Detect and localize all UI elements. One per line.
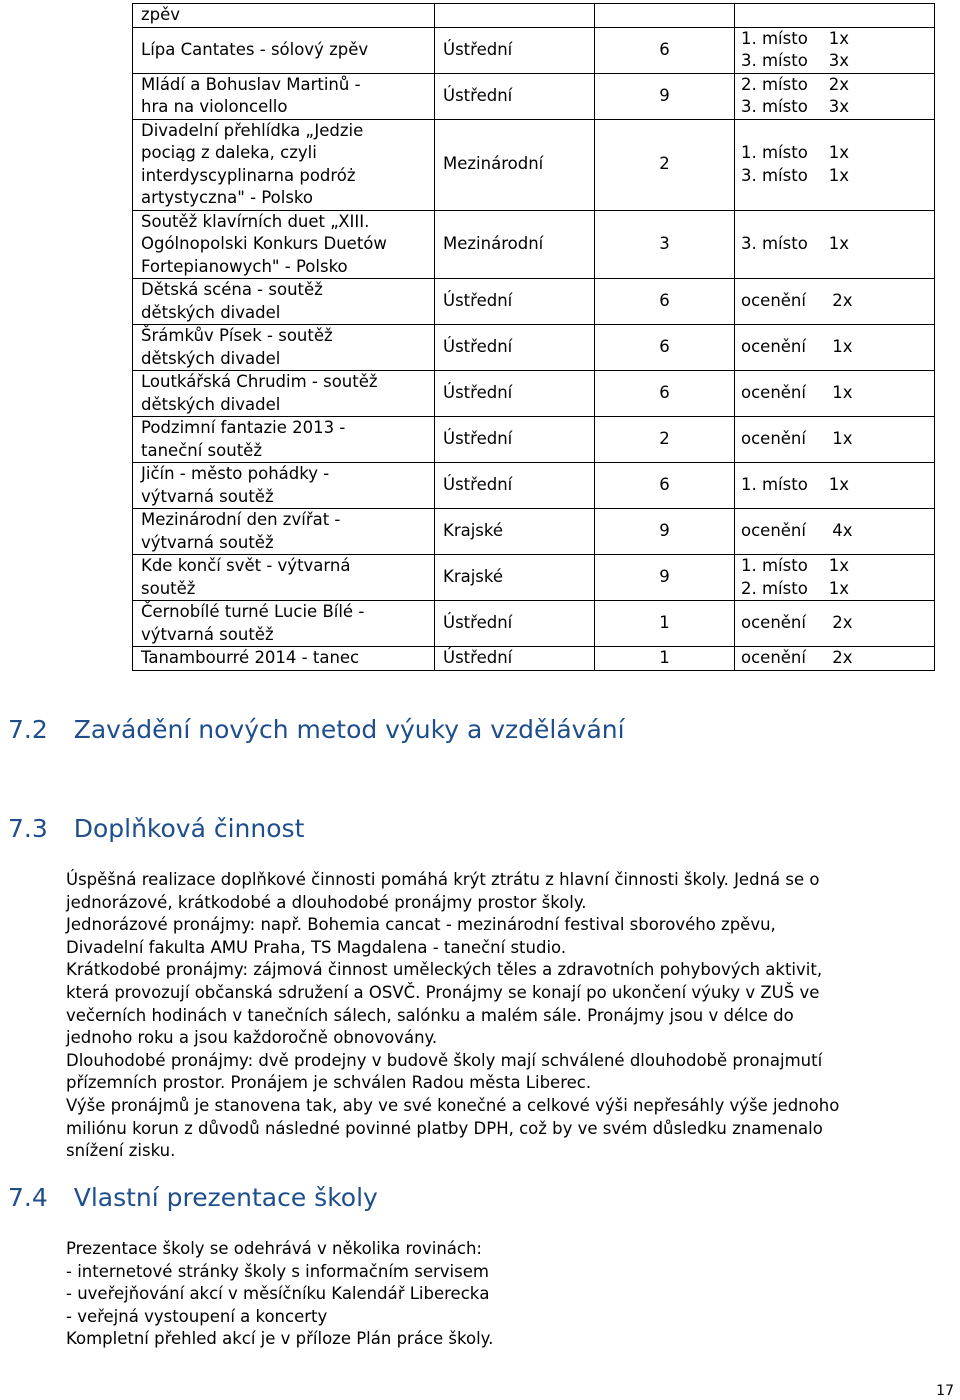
page-number: 17 (936, 1383, 954, 1399)
paragraph-line: - veřejná vystoupení a koncerty (66, 1306, 328, 1326)
competition-name-line: pociąg z daleka, czyli (141, 143, 317, 162)
competition-name-line: Ogólnopolski Konkurs Duetów (141, 234, 387, 253)
level-cell: Krajské (435, 555, 595, 601)
table-row (133, 601, 935, 647)
table-row (133, 647, 935, 671)
level-cell: Ústřední (435, 601, 595, 647)
paragraph-line: večerních hodinách v tanečních sálech, salónku a malém sále. Pronájmy jsou v délce do (66, 1005, 794, 1025)
section-7-3-body (66, 869, 946, 1163)
participants-count-cell: 3 (595, 210, 735, 279)
paragraph-line: Kompletní přehled akcí je v příloze Plán práce školy. (66, 1329, 494, 1349)
competition-name-line: Šrámkův Písek - soutěž (141, 326, 333, 345)
participants-count-cell: 1 (595, 601, 735, 647)
competition-name-line: dětských divadel (141, 348, 281, 368)
competition-name-line: artystyczna" - Polsko (141, 188, 313, 207)
table-row (133, 555, 935, 601)
competition-name-line: Podzimní fantazie 2013 - (141, 418, 346, 437)
paragraph-line: Výše pronájmů je stanovena tak, aby ve své konečné a celkové výši nepřesáhly výše jednoho (66, 1095, 840, 1115)
section-7-4-number: 7.4 (8, 1183, 48, 1212)
competition-name-line: Loutkářská Chrudim - soutěž (141, 372, 378, 391)
level-cell: Ústřední (435, 27, 595, 73)
table-row (133, 73, 935, 119)
table-row (133, 509, 935, 555)
section-7-3-number: 7.3 (8, 814, 48, 843)
participants-count-cell: 6 (595, 279, 735, 325)
competition-name-cell (133, 4, 435, 28)
participants-count-cell: 6 (595, 27, 735, 73)
participants-count-cell: 6 (595, 371, 735, 417)
result-cell: 3. místo 1x (735, 210, 935, 279)
paragraph-line: která provozují občanská sdružení a OSVČ. Pronájmy se konají po ukončení výuky v ZUŠ ve (66, 982, 820, 1002)
section-7-2-heading (8, 715, 625, 744)
competition-name-cell (133, 27, 435, 73)
participants-count-cell: 1 (595, 647, 735, 671)
competition-name-line: zpěv (141, 5, 181, 24)
result-cell: ocenění 2x (735, 647, 935, 671)
table-row (133, 210, 935, 279)
participants-count-cell (595, 4, 735, 28)
paragraph-line: přízemních prostor. Pronájem je schválen Radou města Liberec. (66, 1073, 592, 1093)
participants-count-cell: 2 (595, 417, 735, 463)
level-cell: Ústřední (435, 417, 595, 463)
table-row (133, 27, 935, 73)
paragraph-line: - internetové stránky školy s informačním servisem (66, 1261, 489, 1281)
competition-name-cell (133, 371, 435, 417)
competition-name-line: Tanambourré 2014 - tanec (141, 648, 360, 667)
competition-name-line: Kde končí svět - výtvarná (141, 556, 351, 575)
table-row (133, 371, 935, 417)
result-cell: ocenění 1x (735, 371, 935, 417)
level-cell (435, 4, 595, 28)
competition-name-line: interdyscyplinarna podróż (141, 165, 356, 185)
result-cell: ocenění 1x (735, 325, 935, 371)
participants-count-cell: 2 (595, 119, 735, 210)
result-cell: 1. místo 1x 3. místo 1x (735, 119, 935, 210)
paragraph-line: Úspěšná realizace doplňkové činnosti pomáhá krýt ztrátu z hlavní činnosti školy. Jedná se o (66, 870, 820, 889)
table-row (133, 4, 935, 28)
table-row (133, 325, 935, 371)
result-cell: ocenění 4x (735, 509, 935, 555)
paragraph-line: snížení zisku. (66, 1141, 176, 1161)
table-row (133, 417, 935, 463)
section-7-4-body (66, 1238, 946, 1351)
result-cell: ocenění 2x (735, 279, 935, 325)
result-cell: 1. místo 1x (735, 463, 935, 509)
table-row (133, 119, 935, 210)
participants-count-cell: 9 (595, 509, 735, 555)
competition-name-line: výtvarná soutěž (141, 624, 274, 644)
results-table (132, 3, 935, 671)
paragraph-line: miliónu korun z důvodů následné povinné platby DPH, což by ve svém důsledku znamenalo (66, 1118, 823, 1138)
paragraph-line: Jednorázové pronájmy: např. Bohemia cancat - mezinárodní festival sborového zpěvu, (66, 915, 776, 935)
competition-name-cell (133, 509, 435, 555)
result-cell: 2. místo 2x 3. místo 3x (735, 73, 935, 119)
result-cell: ocenění 1x (735, 417, 935, 463)
level-cell: Ústřední (435, 371, 595, 417)
competition-name-line: Černobílé turné Lucie Bílé - (141, 602, 365, 621)
competition-name-cell (133, 417, 435, 463)
competition-name-cell (133, 601, 435, 647)
competition-name-line: Mezinárodní den zvířat - (141, 510, 341, 529)
table-row (133, 463, 935, 509)
participants-count-cell: 6 (595, 325, 735, 371)
competition-name-line: výtvarná soutěž (141, 532, 274, 552)
competition-name-cell (133, 555, 435, 601)
competition-name-cell (133, 279, 435, 325)
competition-name-line: Jičín - město pohádky - (141, 464, 330, 483)
result-cell: 1. místo 1x 3. místo 3x (735, 27, 935, 73)
competition-name-line: Divadelní přehlídka „Jedzie (141, 120, 364, 140)
level-cell: Mezinárodní (435, 210, 595, 279)
participants-count-cell: 9 (595, 555, 735, 601)
competition-name-cell (133, 73, 435, 119)
competition-name-cell (133, 325, 435, 371)
section-7-3-title: Doplňková činnost (73, 814, 305, 843)
participants-count-cell: 9 (595, 73, 735, 119)
competition-name-line: taneční soutěž (141, 440, 262, 460)
competition-name-line: Lípa Cantates - sólový zpěv (141, 39, 369, 59)
result-cell (735, 4, 935, 28)
section-7-4-heading (8, 1183, 378, 1212)
level-cell: Krajské (435, 509, 595, 555)
paragraph-line: Dlouhodobé pronájmy: dvě prodejny v budově školy mají schválené dlouhodobě pronajmutí (66, 1050, 823, 1070)
competition-name-line: Mládí a Bohuslav Martinů - (141, 74, 361, 94)
level-cell: Ústřední (435, 279, 595, 325)
competition-name-line: Fortepianowych" - Polsko (141, 256, 348, 276)
competition-name-cell (133, 463, 435, 509)
section-7-3-heading (8, 814, 304, 843)
competition-name-cell (133, 210, 435, 279)
level-cell: Ústřední (435, 325, 595, 371)
paragraph-line: - uveřejňování akcí v měsíčníku Kalendář Libereckа (66, 1284, 490, 1304)
competition-name-line: výtvarná soutěž (141, 486, 274, 506)
result-cell: ocenění 2x (735, 601, 935, 647)
level-cell: Ústřední (435, 73, 595, 119)
competition-name-cell (133, 119, 435, 210)
section-7-4-title: Vlastní prezentace školy (73, 1183, 378, 1212)
competition-name-line: dětských divadel (141, 394, 281, 414)
level-cell: Mezinárodní (435, 119, 595, 210)
competition-name-line: Soutěž klavírních duet „XIII. (141, 211, 370, 231)
paragraph-line: Krátkodobé pronájmy: zájmová činnost uměleckých těles a zdravotních pohybových aktivit, (66, 960, 823, 980)
paragraph-line: jednoho roku a jsou každoročně obnovovány. (66, 1028, 438, 1048)
competition-name-cell (133, 647, 435, 671)
competition-name-line: dětských divadel (141, 302, 281, 322)
table-row (133, 279, 935, 325)
section-7-2-number: 7.2 (8, 715, 48, 744)
competition-name-line: soutěž (141, 578, 196, 598)
competition-name-line: hra na violoncello (141, 97, 288, 116)
paragraph-line: Divadelní fakulta AMU Praha, TS Magdalena - taneční studio. (66, 937, 567, 957)
section-7-2-title: Zavádění nových metod výuky a vzdělávání (73, 715, 625, 744)
paragraph-line: jednorázové, krátkodobé a dlouhodobé pronájmy prostor školy. (66, 892, 587, 912)
participants-count-cell: 6 (595, 463, 735, 509)
result-cell: 1. místo 1x 2. místo 1x (735, 555, 935, 601)
level-cell: Ústřední (435, 647, 595, 671)
competition-name-line: Dětská scéna - soutěž (141, 280, 323, 299)
level-cell: Ústřední (435, 463, 595, 509)
paragraph-line: Prezentace školy se odehrává v několika rovinách: (66, 1239, 482, 1258)
